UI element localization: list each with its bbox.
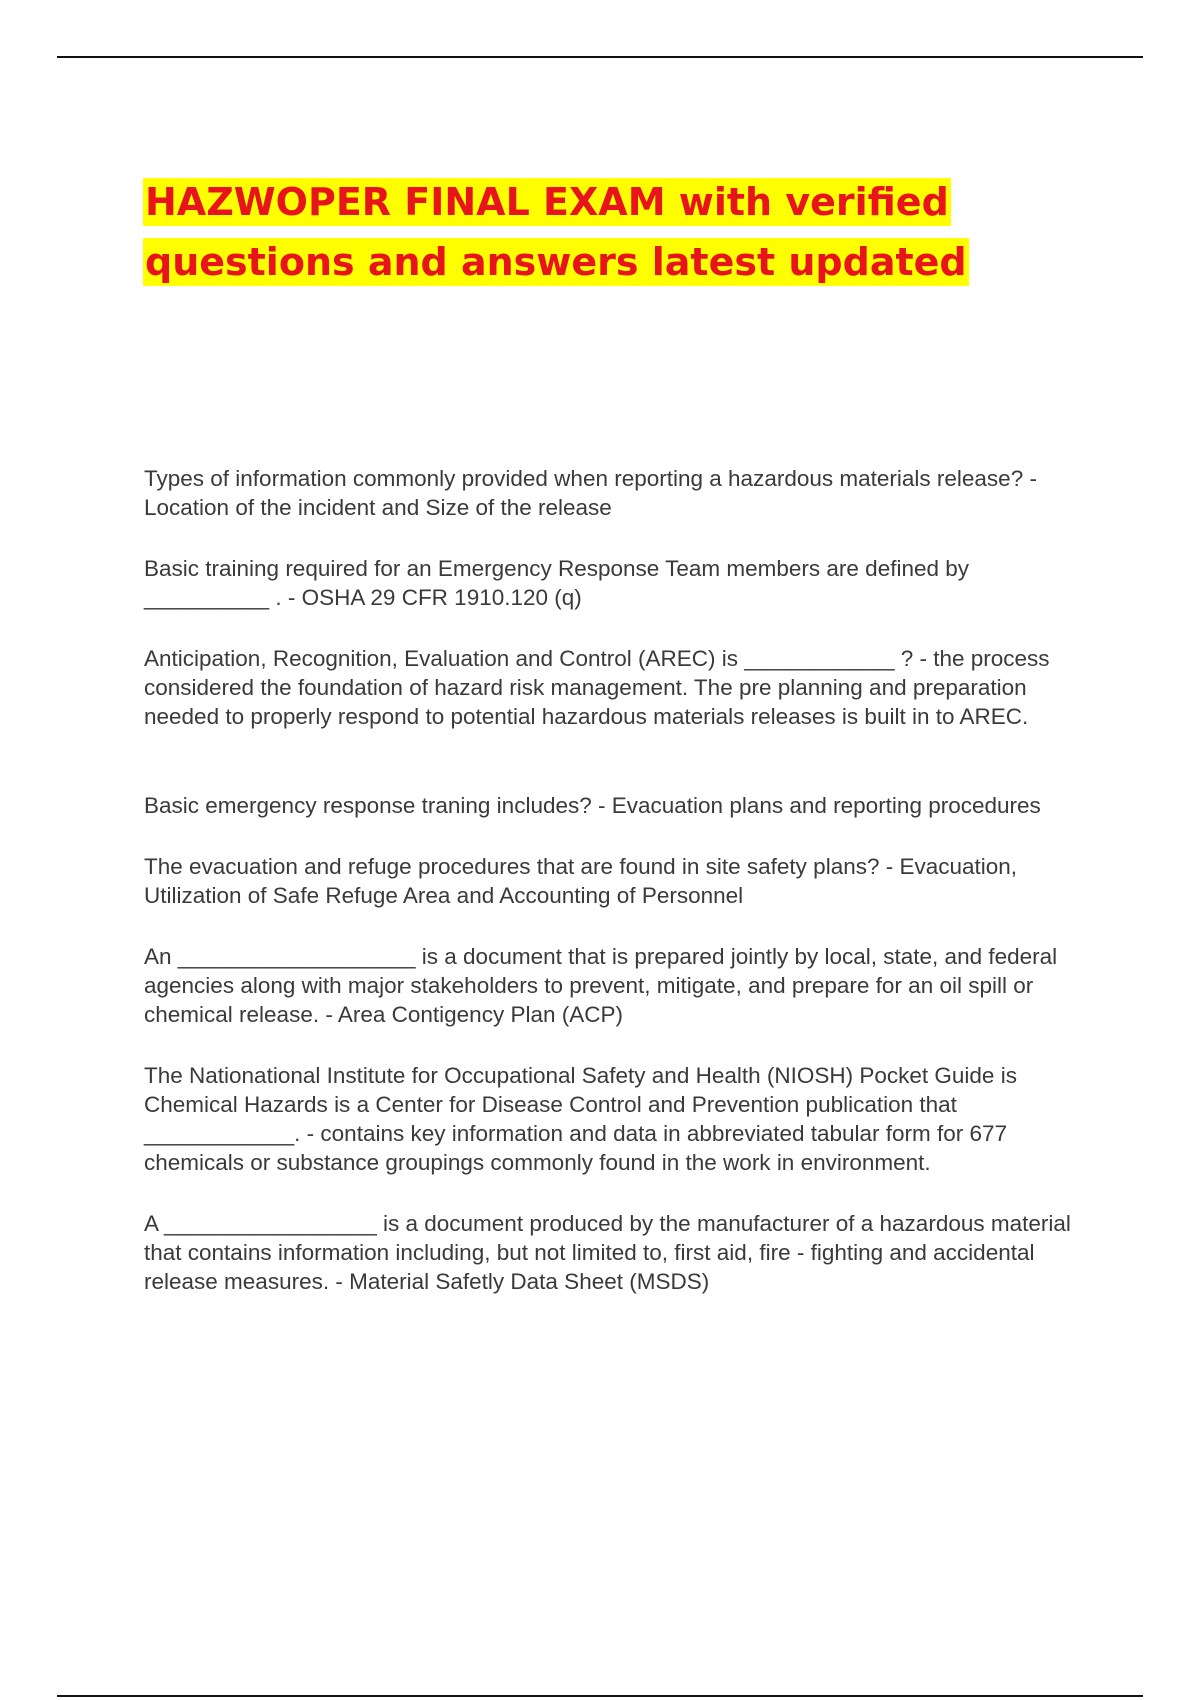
question-text: Basic emergency response traning includes? — [144, 793, 592, 818]
qa-item — [144, 554, 1090, 612]
qa-item — [144, 852, 1090, 910]
answer-text: Evacuation, Utilization of Safe Refuge Area and Accounting of Personnel — [144, 854, 1018, 908]
question-text: The Nationational Institute for Occupational Safety and Health (NIOSH) Pocket Guide is Chemical Hazards is a Center for Disease Control and Prevention publication that ____________. — [144, 1063, 1017, 1146]
question-text: Types of information commonly provided when reporting a hazardous materials release? — [144, 466, 1024, 491]
question-text: Basic training required for an Emergency Response Team members are defined by __________ . — [144, 556, 970, 610]
question-text: The evacuation and refuge procedures that are found in site safety plans? — [144, 854, 880, 879]
question-text: An ___________________ is a document that is prepared jointly by local, state, and federal agencies along with major stakeholders to prevent, mitigate, and prepare for an oil spill or chemical release. — [144, 944, 1058, 1027]
answer-text: Material Safetly Data Sheet (MSDS) — [349, 1269, 710, 1294]
title-line-1: HAZWOPER FINAL EXAM with verified — [145, 180, 949, 224]
qa-separator: - — [300, 1121, 321, 1146]
qa-item — [144, 791, 1090, 820]
document-title — [143, 172, 1043, 292]
bottom-rule — [57, 1695, 1143, 1697]
qa-item — [144, 1061, 1090, 1177]
qa-separator: - — [879, 854, 900, 879]
answer-text: Location of the incident and Size of the release — [144, 495, 612, 520]
qa-separator: - — [319, 1002, 338, 1027]
qa-item — [144, 942, 1090, 1029]
qa-separator: - — [329, 1269, 350, 1294]
answer-text: OSHA 29 CFR 1910.120 (q) — [301, 585, 582, 610]
answer-text: the process considered the foundation of hazard risk management. The pre planning and preparation needed to properly respond to potential hazardous materials releases is built in to AREC. — [144, 646, 1050, 729]
top-rule — [57, 56, 1143, 58]
qa-item — [144, 1209, 1090, 1296]
qa-list — [144, 464, 1090, 1328]
question-text: Anticipation, Recognition, Evaluation and Control (AREC) is ____________ ? — [144, 646, 914, 671]
qa-separator: - — [281, 585, 302, 610]
title-line-2: questions and answers latest updated — [145, 240, 967, 284]
answer-text: contains key information and data in abbreviated tabular form for 677 chemicals or substance groupings commonly found in the work in environment. — [144, 1121, 1008, 1175]
qa-separator: - — [913, 646, 934, 671]
answer-text: Area Contigency Plan (ACP) — [337, 1002, 623, 1027]
qa-item — [144, 644, 1090, 731]
answer-text: Evacuation plans and reporting procedures — [611, 793, 1041, 818]
qa-separator: - — [1023, 466, 1037, 491]
qa-item — [144, 464, 1090, 522]
question-text: A _________________ is a document produced by the manufacturer of a hazardous material that contains information including, but not limited to, first aid, fire - fighting and accidental release measures. — [144, 1211, 1071, 1294]
qa-separator: - — [591, 793, 612, 818]
